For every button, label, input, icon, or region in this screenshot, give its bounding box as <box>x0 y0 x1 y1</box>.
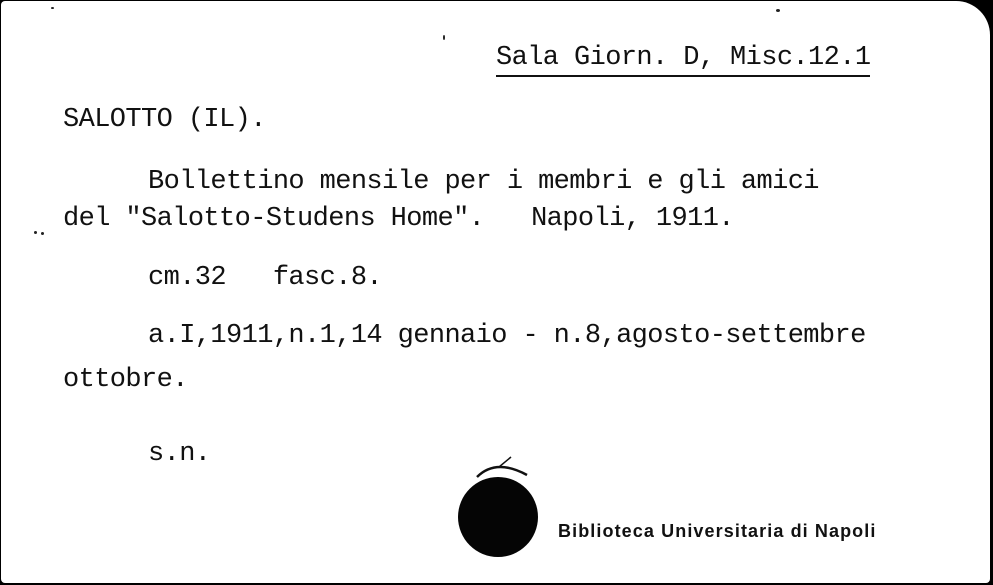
scan-speck <box>41 232 44 235</box>
publisher-note: s.n. <box>148 439 211 469</box>
scan-speck <box>776 9 780 12</box>
scan-speck <box>51 7 54 9</box>
description-line-1: Bollettino mensile per i membri e gli amici <box>148 167 819 197</box>
stamp-emblem-mark <box>471 453 531 479</box>
library-stamp-name: Biblioteca Universitaria di Napoli <box>558 521 877 541</box>
physical-description: cm.32 fasc.8. <box>148 263 383 293</box>
scan-speck <box>443 35 445 40</box>
holdings-line-1: a.I,1911,n.1,14 gennaio - n.8,agosto-settembre <box>148 321 866 351</box>
description-line-2: del "Salotto-Studens Home". Napoli, 1911. <box>63 204 734 234</box>
catalog-card <box>1 1 990 583</box>
library-stamp-seal <box>458 477 538 557</box>
scan-speck <box>34 231 37 234</box>
shelfmark: Sala Giorn. D, Misc.12.1 <box>496 45 870 77</box>
entry-heading: SALOTTO (IL). <box>63 105 266 135</box>
holdings-line-2: ottobre. <box>63 365 188 395</box>
